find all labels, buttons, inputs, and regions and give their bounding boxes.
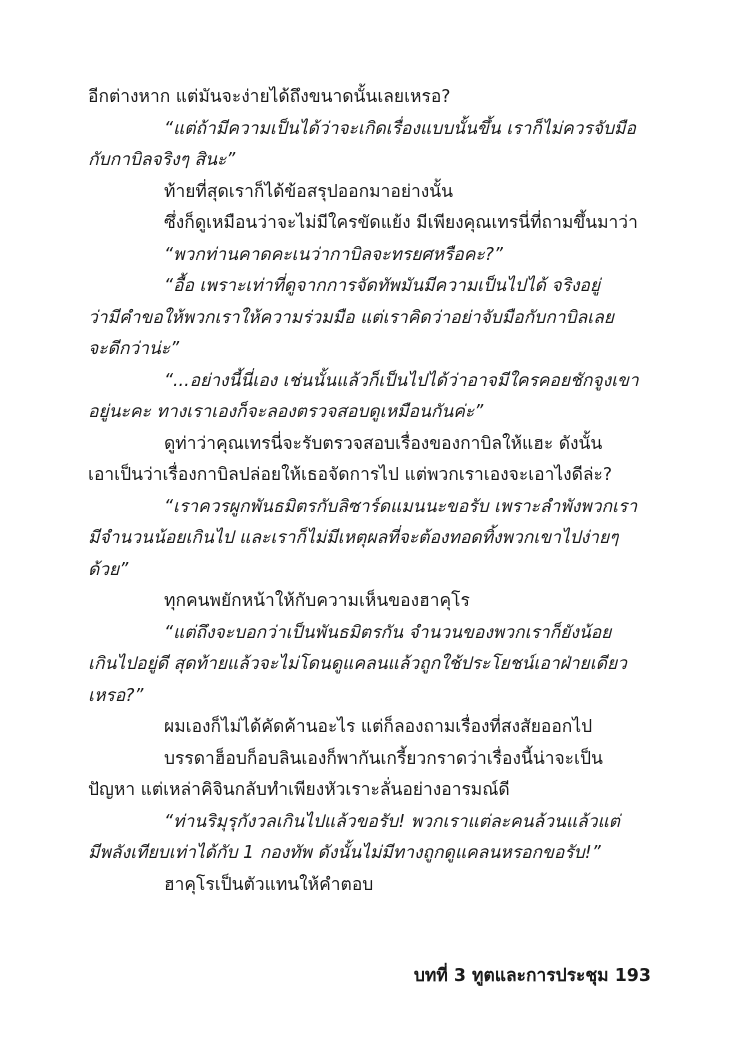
text-line: ปัญหา แต่เหล่าคิจินกลับทำเพียงหัวเราะลั่นอย่างอารมณ์ดี (88, 780, 510, 800)
text-line: ผมเองก็ไม่ได้คัดค้านอะไร แต่ก็ลองถามเรื่องที่สงสัยออกไป (164, 717, 593, 737)
text-line: “...อย่างนี้นี่เอง เช่นนั้นแล้วก็เป็นไปได้ว่าอาจมีใครคอยชักจูงเขา (164, 370, 639, 391)
text-line: เกินไปอยู่ดี สุดท้ายแล้วจะไม่โดนดูแคลนแล้วถูกใช้ประโยชน์เอาฝ่ายเดียว (88, 654, 627, 674)
page-footer: บทที่ 3 ทูตและการประชุม 193 (413, 966, 651, 986)
text-line: ซึ่งก็ดูเหมือนว่าจะไม่มีใครขัดแย้ง มีเพียงคุณเทรนี่ที่ถามขึ้นมาว่า (164, 213, 638, 233)
text-line: อยู่นะคะ ทางเราเองก็จะลองตรวจสอบดูเหมือนกันค่ะ” (88, 402, 484, 422)
text-line: ดูท่าว่าคุณเทรนี่จะรับตรวจสอบเรื่องของกาบิลให้แฮะ ดังนั้น (164, 433, 603, 454)
text-line: กับกาบิลจริงๆ สินะ” (88, 150, 236, 170)
text-line: มีจำนวนน้อยเกินไป และเราก็ไม่มีเหตุผลที่จะต้องทอดทิ้งพวกเขาไปง่ายๆ (88, 528, 619, 548)
text-line: ด้วย” (88, 559, 129, 580)
page-body-text (88, 82, 653, 901)
text-line: “แต่ถึงจะบอกว่าเป็นพันธมิตรกัน จำนวนของพวกเราก็ยังน้อย (164, 622, 612, 643)
text-line: บรรดาฮ็อบก็อบลินเองก็พากันเกรี้ยวกราดว่าเรื่องนี้น่าจะเป็น (164, 748, 603, 769)
text-line: ฮาคุโรเป็นตัวแทนให้คำตอบ (164, 874, 374, 895)
text-line: ท้ายที่สุดเราก็ได้ข้อสรุปออกมาอย่างนั้น (164, 181, 454, 202)
text-line: “อื้อ เพราะเท่าที่ดูจากการจัดทัพมันมีความเป็นไปได้ จริงอยู่ (164, 276, 601, 296)
text-line: อีกต่างหาก แต่มันจะง่ายได้ถึงขนาดนั้นเลยเหรอ? (88, 87, 451, 107)
text-line: เอาเป็นว่าเรื่องกาบิลปล่อยให้เธอจัดการไป แต่พวกเราเองจะเอาไงดีล่ะ? (88, 465, 613, 485)
text-line: “ท่านริมุรุกังวลเกินไปแล้วขอรับ! พวกเราแต่ละคนล้วนแล้วแต่ (164, 811, 620, 832)
text-line: “แต่ถ้ามีความเป็นได้ว่าจะเกิดเรื่องแบบนั้นขึ้น เราก็ไม่ควรจับมือ (164, 118, 636, 139)
text-line: ทุกคนพยักหน้าให้กับความเห็นของฮาคุโร (164, 591, 470, 611)
text-line: “เราควรผูกพันธมิตรกับลิซาร์ดแมนนะขอรับ เพราะลำพังพวกเรา (164, 496, 638, 517)
text-line: มีพลังเทียบเท่าได้กับ 1 กองทัพ ดังนั้นไม่มีทางถูกดูแคลนหรอกขอรับ!” (88, 843, 601, 863)
text-line: ว่ามีคำขอให้พวกเราให้ความร่วมมือ แต่เราคิดว่าอย่าจับมือกับกาบิลเลย (88, 307, 614, 328)
text-line: “พวกท่านคาดคะเนว่ากาบิลจะทรยศหรือคะ?” (164, 244, 503, 265)
text-line: จะดีกว่าน่ะ” (88, 339, 180, 359)
text-line: เหรอ?” (88, 685, 144, 706)
